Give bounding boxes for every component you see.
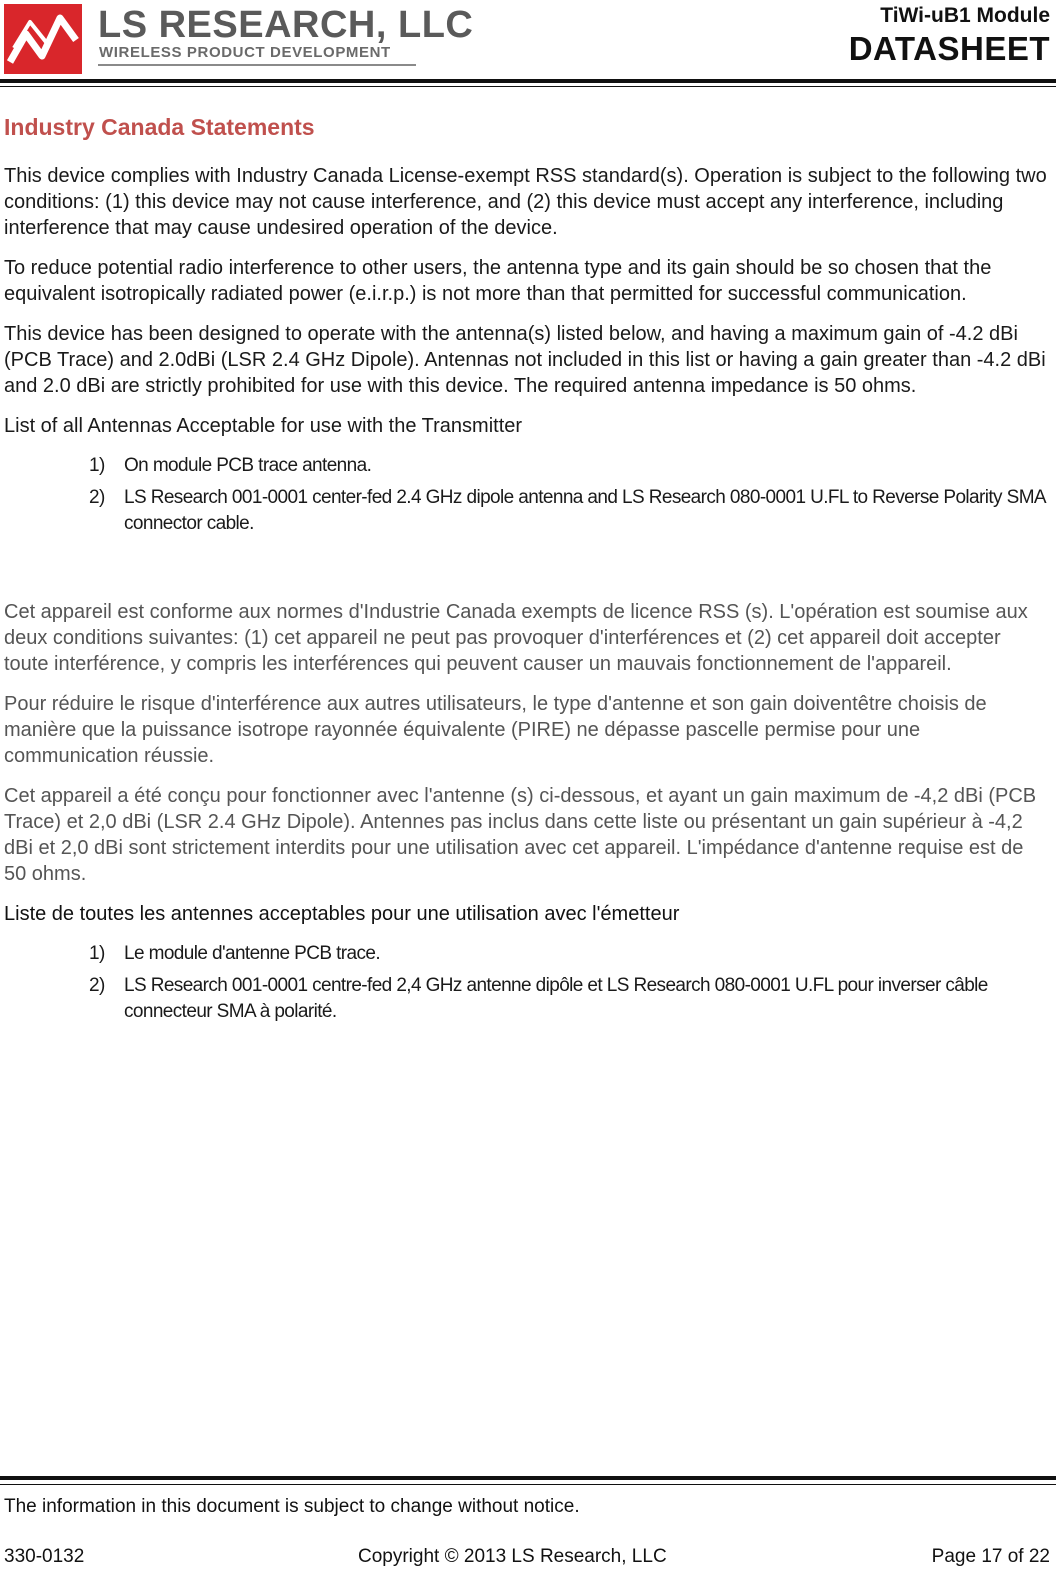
footer-rule-thick <box>0 1476 1056 1480</box>
fr-paragraph-1: Cet appareil est conforme aux normes d'Industrie Canada exempts de licence RSS (s). L'opération est soumise aux deux conditions suivantes: (1) cet appareil ne peut pas provoquer d'interférences et (2) cet appareil doit accepter toute interférence, y compris les interférences qui peuvent causer un mauvais fonctionnement de l'appareil. <box>4 601 1028 675</box>
header-rule-thick <box>0 79 1056 83</box>
fr-paragraph-2: Pour réduire le risque d'interférence aux autres utilisateurs, le type d'antenne et son gain doiventêtre choisis de manière que la puissance isotrope rayonnée équivalente (PIRE) ne dépasse pascelle permise pour une communication réussie. <box>4 693 987 767</box>
footer-notice: The information in this document is subject to change without notice. <box>4 1496 580 1517</box>
fr-list-title: Liste de toutes les antennes acceptables pour une utilisation avec l'émetteur <box>4 903 680 925</box>
header-rule-thin <box>0 86 1056 87</box>
list-number: 2) <box>89 975 105 996</box>
company-name: LS RESEARCH, LLC <box>98 4 474 46</box>
list-item-text: LS Research 001-0001 center-fed 2.4 GHz dipole antenna and LS Research 080-0001 U.FL to Reverse Polarity SMA connector cable. <box>124 487 1045 534</box>
document-type: DATASHEET <box>848 30 1050 67</box>
list-item <box>89 485 1050 537</box>
list-item <box>89 453 1050 479</box>
list-item-text: LS Research 001-0001 centre-fed 2,4 GHz antenne dipôle et LS Research 080-0001 U.FL pour inverser câble connecteur SMA à polarité. <box>124 975 988 1022</box>
list-item-text: On module PCB trace antenna. <box>124 455 372 476</box>
section-spacer <box>4 543 1050 599</box>
en-antenna-list <box>4 453 1050 537</box>
list-number: 1) <box>89 455 105 476</box>
en-paragraph-1: This device complies with Industry Canada License-exempt RSS standard(s). Operation is subject to the following two conditions: (1) this device may not cause interference, and (2) this device must accept any interference, including interference that may cause undesired operation of the device. <box>4 165 1047 239</box>
footer-rule-thin <box>0 1484 1056 1485</box>
en-list-title: List of all Antennas Acceptable for use with the Transmitter <box>4 415 523 437</box>
list-item <box>89 973 1050 1025</box>
list-item <box>89 941 1050 967</box>
en-paragraph-3: This device has been designed to operate with the antenna(s) listed below, and having a maximum gain of -4.2 dBi (PCB Trace) and 2.0dBi (LSR 2.4 GHz Dipole). Antennas not included in this list or having a gain greater than -4.2 dBi and 2.0 dBi are strictly prohibited for use with this device. The required antenna impedance is 50 ohms. <box>4 323 1046 397</box>
list-item-text: Le module d'antenne PCB trace. <box>124 943 381 964</box>
lsr-logo-icon <box>4 4 82 74</box>
list-number: 2) <box>89 487 105 508</box>
fr-antenna-list <box>4 941 1050 1025</box>
module-title: TiWi-uB1 Module <box>880 4 1050 27</box>
copyright: Copyright © 2013 LS Research, LLC <box>358 1546 667 1567</box>
document-number: 330-0132 <box>4 1546 85 1567</box>
page-number: Page 17 of 22 <box>931 1546 1050 1567</box>
list-number: 1) <box>89 943 105 964</box>
page-content <box>4 114 1050 1031</box>
section-title: Industry Canada Statements <box>4 114 315 140</box>
company-tagline: WIRELESS PRODUCT DEVELOPMENT <box>99 44 391 61</box>
en-paragraph-2: To reduce potential radio interference to other users, the antenna type and its gain should be so chosen that the equivalent isotropically radiated power (e.i.r.p.) is not more than that permitted for successful communication. <box>4 257 992 305</box>
logo-underline <box>98 64 416 66</box>
fr-paragraph-3: Cet appareil a été conçu pour fonctionner avec l'antenne (s) ci-dessous, et ayant un gain maximum de -4,2 dBi (PCB Trace) et 2,0 dBi (LSR 2.4 GHz Dipole). Antennes pas inclus dans cette liste ou présentant un gain supérieur à -4,2 dBi et 2,0 dBi sont strictement interdits pour une utilisation avec cet appareil. L'impédance d'antenne requise est de 50 ohms. <box>4 785 1037 885</box>
